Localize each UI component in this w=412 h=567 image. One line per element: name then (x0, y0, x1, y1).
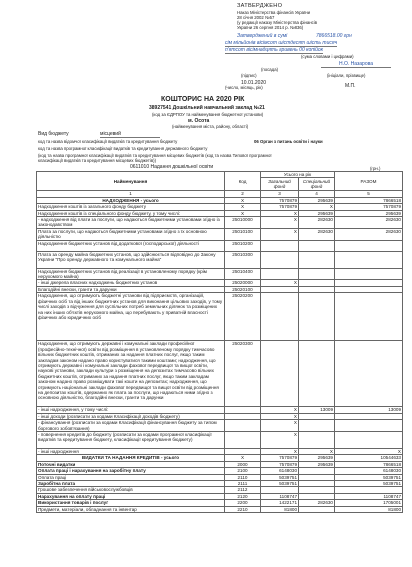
row-name: Грошове забезпечення військовослужбовців (37, 487, 225, 493)
table-row (37, 420, 403, 432)
row-total: 282630 (335, 217, 403, 229)
date-caption: (число, місяць, рік) (225, 85, 263, 90)
row-special-fund: 282630 (299, 500, 335, 506)
row-code: 2120 (225, 493, 261, 499)
row-general-fund: 1108747 (261, 493, 299, 499)
row-total: 1108747 (335, 493, 403, 499)
row-total: 282630 (335, 228, 403, 240)
row-code: 2000 (225, 461, 261, 467)
row-general-fund: Х (261, 431, 299, 448)
row-code: 2210 (225, 506, 261, 512)
table-row (37, 341, 403, 407)
row-total: Х (335, 448, 403, 454)
row-special-fund: 295639 (299, 461, 335, 467)
row-special-fund: 282630 (299, 217, 335, 229)
budget-table (36, 171, 403, 513)
header-number-3: 3 (261, 191, 299, 197)
approved-amount-value: 7866518.00 грн (316, 33, 352, 39)
header-special: Спеціальний фонд (299, 178, 335, 191)
kpk-line: код та назва програмної класифікації видатків та кредитування державного бюджету (38, 146, 208, 151)
amount-words-2: п'ятсот вісімнадцять гривень 00 копійок (225, 47, 324, 53)
row-special-fund (299, 251, 335, 268)
row-name: Надходження бюджетних установ від реалізації в установленому порядку (крім нерухомого майна) (37, 268, 225, 280)
row-total: 7570879 (335, 204, 403, 210)
row-total: 5039751 (335, 474, 403, 480)
row-name: - повернення кредитів до бюджету (розписати за кодами програмної класифікації видатків та кредитування бюджету, класифікації кредитування бюджету) (37, 431, 225, 448)
row-general-fund: Х (261, 448, 299, 454)
row-code: 25020000 (225, 280, 261, 286)
institution-name: 38927541 Дошкільний навчальний заклад №21 (149, 105, 265, 111)
row-special-fund (299, 240, 335, 251)
table-row (37, 431, 403, 448)
row-name: Заробітна плата (37, 480, 225, 486)
amount-words-1: сім мільйонів вісімсот шістдесят шість тисяч (225, 40, 338, 46)
kvk-value: 06 Орган з питань освіти і науки (254, 139, 323, 144)
row-total: 10544633 (335, 455, 403, 461)
row-code: 25020200 (225, 293, 261, 341)
row-code: 25010400 (225, 268, 261, 280)
city-name: м. Осота (188, 118, 210, 124)
row-code: 25020100 (225, 286, 261, 292)
tpkv-line-2: класифікації видатків та кредитування місцевих бюджетів)) (38, 158, 156, 163)
city-caption: (найменування міста, району, області) (172, 124, 249, 129)
doc-title: КОШТОРИС НА 2020 РІК (161, 96, 245, 103)
row-special-fund (299, 293, 335, 341)
row-total (335, 420, 403, 432)
row-code: 2200 (225, 500, 261, 506)
row-code: Х (225, 204, 261, 210)
row-general-fund: 81800 (261, 506, 299, 512)
row-name: Надходження коштів із загального фонду бюджету (37, 204, 225, 210)
header-code: Код (225, 172, 261, 191)
approval-date: 10.01.2020 (241, 80, 267, 86)
approval-line3: (у редакції наказу Міністерства фінансів (237, 20, 318, 25)
row-code: Х (225, 197, 261, 203)
table-header-row-1 (37, 172, 403, 178)
row-total (335, 268, 403, 280)
row-code: 25010100 (225, 228, 261, 240)
row-total: 81800 (335, 506, 403, 512)
row-special-fund: 295639 (299, 210, 335, 216)
row-name: Поточні видатки (37, 461, 225, 467)
amount-caption: (сума словами і цифрами) (301, 54, 354, 59)
row-code: 2112 (225, 487, 261, 493)
row-total (335, 341, 403, 407)
row-general-fund: 7570879 (261, 197, 299, 203)
header-all: Усього на рік (261, 172, 335, 178)
table-row (37, 217, 403, 229)
row-general-fund: Х (261, 407, 299, 413)
row-code: 25010200 (225, 240, 261, 251)
row-total: 13009 (335, 407, 403, 413)
header-name: Найменування (37, 172, 225, 191)
row-code: 2110 (225, 474, 261, 480)
row-name: Надходження, що отримують бюджетні установи від підприємств, організацій, фізичних осіб та від інших бюджетних установ для виконання цільових заходів, у тому числі заходів з відчуження для суспільних потреб земельних ділянок та розміщених на них інших об'єктів нерухомого майна, що перебувають у приватній власності фізичних або юридичних осіб (37, 293, 225, 341)
row-special-fund: 13009 (299, 407, 335, 413)
budget-type-value: місцевий (100, 131, 160, 138)
row-name: НАДХОДЖЕННЯ - усього (37, 197, 225, 203)
row-general-fund: Х (261, 280, 299, 286)
row-total: 5039751 (335, 480, 403, 486)
row-name: Плата за оренду майна бюджетних установ, що здійснюється відповідно до Закону України "Про оренду державного та комунального майна" (37, 251, 225, 268)
row-total: 1705001 (335, 500, 403, 506)
approval-line4: України 26 серпня 2014 р. №836) (237, 25, 304, 30)
row-general-fund: 5039751 (261, 480, 299, 486)
row-code: 2111 (225, 480, 261, 486)
row-general-fund (261, 341, 299, 407)
header-number-1: 1 (37, 191, 225, 197)
row-name: - інші надходження (37, 448, 225, 454)
signature-caption: (підпис) (241, 73, 257, 78)
header-total: РАЗОМ (335, 172, 403, 191)
row-general-fund (261, 251, 299, 268)
row-general-fund (261, 293, 299, 341)
row-special-fund (299, 431, 335, 448)
row-name: Плата за послуги, що надаються бюджетними установами згідно з їх основною діяльністю (37, 228, 225, 240)
row-special-fund: Х (299, 448, 335, 454)
row-total: 6148030 (335, 468, 403, 474)
row-total (335, 293, 403, 341)
row-total: 7866518 (335, 461, 403, 467)
row-name: - інші джерела власних надходжень бюджетних установ (37, 280, 225, 286)
approval-heading: ЗАТВЕРДЖЕНО (237, 3, 283, 9)
row-special-fund: Х (299, 204, 335, 210)
table-row (37, 506, 403, 512)
row-name: Нарахування на оплату праці (37, 493, 225, 499)
row-total (335, 431, 403, 448)
approval-stamp (221, 3, 403, 89)
table-row (37, 268, 403, 280)
row-general-fund: 1422171 (261, 500, 299, 506)
row-name: - інші надходження, у тому числі: (37, 407, 225, 413)
mp-mark: М.П. (345, 83, 356, 89)
head-caption: (посада) (261, 67, 279, 72)
row-name: - надходження від плати за послуги, що надаються бюджетними установами згідно із законодавством (37, 217, 225, 229)
row-name: Надходження коштів із спеціального фонду бюджету, у тому числі: (37, 210, 225, 216)
approval-line1: Наказ Міністерства фінансів України (237, 10, 310, 15)
row-name: Оплата праці (37, 474, 225, 480)
row-name: Оплата праці і нарахування на заробітну плату (37, 468, 225, 474)
row-name: Предмети, матеріали, обладнання та інвентар (37, 506, 225, 512)
row-name: Надходження бюджетних установ від додаткової (господарської) діяльності (37, 240, 225, 251)
row-general-fund: Х (261, 413, 299, 419)
header-number-2: 2 (225, 191, 261, 197)
row-code (225, 431, 261, 448)
row-general-fund (261, 268, 299, 280)
row-total: 295639 (335, 210, 403, 216)
row-special-fund (299, 268, 335, 280)
row-special-fund (299, 506, 335, 512)
row-code: Х (225, 455, 261, 461)
header-number-4: 4 (299, 191, 335, 197)
row-general-fund: Х (261, 228, 299, 240)
kvk-line: код та назва відомчої класифікації видатків та кредитування бюджету (38, 139, 178, 144)
tpkv-line-1: (код та назва програмної класифікації видатків та кредитування місцевих бюджетів (код та назва Типової програмної (38, 153, 272, 158)
row-general-fund: 6148030 (261, 468, 299, 474)
table-row (37, 240, 403, 251)
table-row (37, 293, 403, 341)
row-name: Використання товарів і послуг (37, 500, 225, 506)
row-general-fund: Х (261, 210, 299, 216)
row-general-fund: Х (261, 217, 299, 229)
row-special-fund (299, 341, 335, 407)
unit-label: (грн.) (370, 166, 381, 171)
row-name: Благодійні внески, гранти та дарунки (37, 286, 225, 292)
row-name: ВИДАТКИ ТА НАДАННЯ КРЕДИТІВ - усього (37, 455, 225, 461)
program-value: 0611010 Надання дошкільної освіти (130, 164, 214, 170)
row-special-fund: 282630 (299, 228, 335, 240)
row-name: - інші доходи (розписати за кодами Класифікації доходів бюджету) (37, 413, 225, 419)
approved-amount-label: Затверджений в сумі (237, 33, 288, 39)
name-caption: (ініціали, прізвище) (327, 73, 366, 78)
row-special-fund (299, 420, 335, 432)
row-general-fund (261, 240, 299, 251)
row-code: 25010300 (225, 251, 261, 268)
row-code: 25010000 (225, 217, 261, 229)
row-special-fund: 295639 (299, 197, 335, 203)
budget-type-label: Вид бюджету (38, 131, 69, 137)
header-general: Загальний фонд (261, 178, 299, 191)
row-general-fund: Х (261, 420, 299, 432)
row-general-fund: 5039751 (261, 474, 299, 480)
row-code (225, 420, 261, 432)
table-row (37, 251, 403, 268)
row-code: 2100 (225, 468, 261, 474)
institution-caption: (код за ЄДРПОУ та найменування бюджетної установи) (152, 112, 264, 117)
approval-line2: 28 січня 2002 №57 (237, 15, 275, 20)
row-total (335, 240, 403, 251)
row-general-fund: 7570879 (261, 204, 299, 210)
row-total: 7866518 (335, 197, 403, 203)
row-name: - фінансування (розписати за кодами Класифікації фінансування бюджету за типом боргового зобов'язання) (37, 420, 225, 432)
row-code: 25020300 (225, 341, 261, 407)
row-general-fund: 7570879 (261, 461, 299, 467)
table-row (37, 228, 403, 240)
row-special-fund: 295639 (299, 455, 335, 461)
row-code: Х (225, 210, 261, 216)
row-total (335, 251, 403, 268)
row-name: Надходження, що отримують державні і комунальні заклади професійної (професійно-технічної) освіти від розміщення в установленому порядку тимчасово вільних бюджетних коштів, отриманих за надання платних послуг, якщо таким закладам законом надано право користуватися такими коштами; надходження, що отримують державні і комунальні заклади фахової передвищої та вищої освіти, наукові установи, заклади культури з розміщення на депозитах тимчасово вільних бюджетних коштів, отриманих за надання платних послуг, якщо таким закладам законом надано право розміщувати такі кошти на депозитах; надходження, що отримують національні заклади фахової передвищої та вищої освіти від розміщення на депозитах коштів, одержаних як плата за послуги, що надаються ними згідно з основною діяльністю, благодійні внески, гранти та дарунки (37, 341, 225, 407)
row-general-fund: 7570879 (261, 455, 299, 461)
head-name: Н.О. Назарова (321, 61, 391, 68)
header-number-5: 5 (335, 191, 403, 197)
